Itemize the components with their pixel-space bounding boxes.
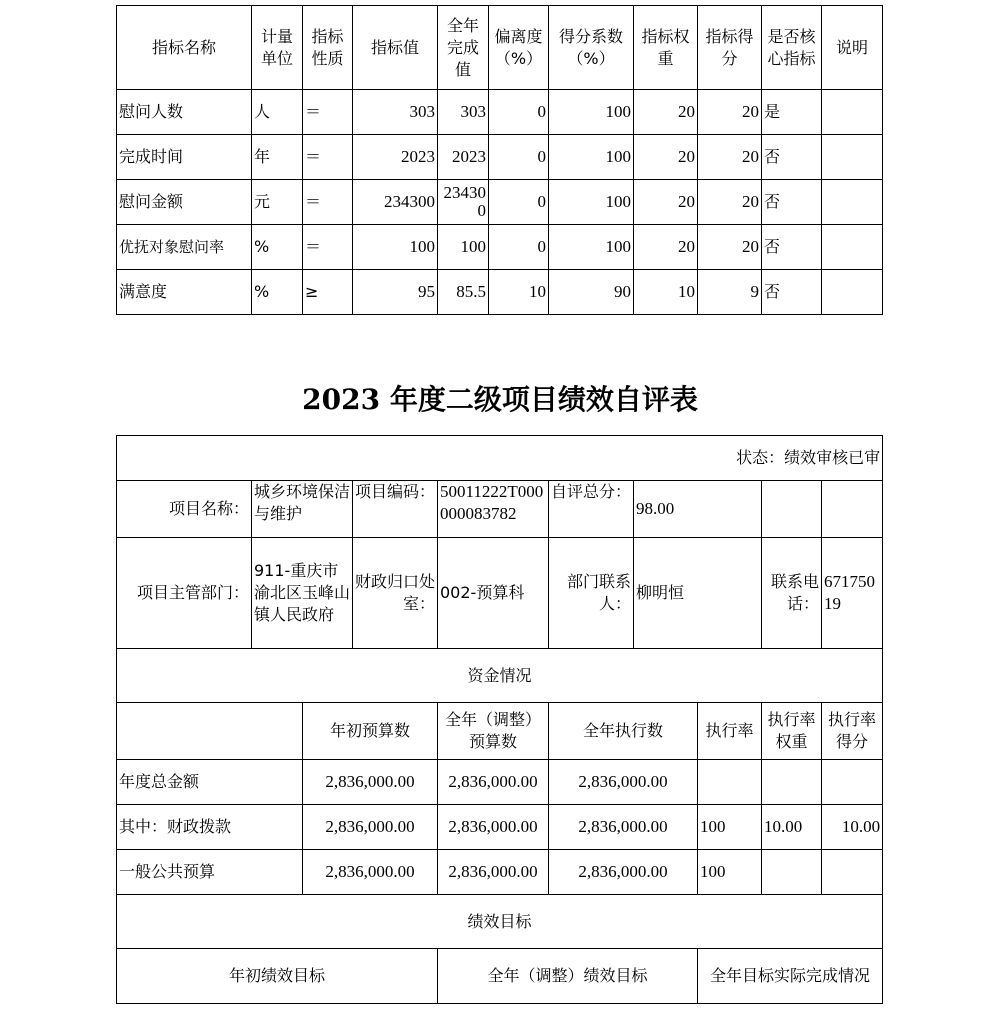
header-indicator-name: 指标名称 [117, 6, 252, 90]
empty-cell [117, 703, 303, 760]
funds-header-weight: 执行率权重 [762, 703, 822, 760]
indicator-nature: ＝ [303, 225, 353, 270]
indicator-core: 否 [762, 135, 822, 180]
goals-header-initial: 年初绩效目标 [117, 949, 438, 1004]
table-row [117, 135, 883, 180]
self-score-value: 98.00 [634, 481, 762, 538]
funds-rate: 100 [698, 850, 762, 895]
indicator-target: 303 [353, 90, 438, 135]
funds-header-row [117, 703, 883, 760]
funds-adjusted: 2,836,000.00 [438, 850, 549, 895]
table-row [117, 180, 883, 225]
header-score: 指标得分 [698, 6, 762, 90]
funds-weight [762, 850, 822, 895]
funds-section-row [117, 649, 883, 703]
indicator-deviation: 10 [489, 270, 549, 315]
status-text: 状态：绩效审核已审 [117, 436, 883, 481]
indicator-deviation: 0 [489, 225, 549, 270]
indicator-actual: 85.5 [438, 270, 489, 315]
finance-office-label: 财政归口处室： [353, 538, 438, 649]
funds-adjusted: 2,836,000.00 [438, 760, 549, 805]
funds-initial: 2,836,000.00 [303, 850, 438, 895]
funds-row-label: 年度总金额 [117, 760, 303, 805]
funds-executed: 2,836,000.00 [549, 850, 698, 895]
indicator-name: 优抚对象慰问率 [117, 225, 252, 270]
funds-section-title: 资金情况 [117, 649, 883, 703]
self-score-label: 自评总分： [549, 481, 634, 538]
project-name-value: 城乡环境保洁与维护 [252, 481, 353, 538]
indicator-score: 20 [698, 135, 762, 180]
indicator-name: 慰问人数 [117, 90, 252, 135]
indicator-core: 是 [762, 90, 822, 135]
indicator-weight: 20 [634, 135, 698, 180]
indicator-score: 20 [698, 225, 762, 270]
indicator-coef: 100 [549, 180, 634, 225]
indicator-note [822, 225, 883, 270]
funds-header-score: 执行率得分 [822, 703, 883, 760]
funds-rate [698, 760, 762, 805]
indicator-core: 否 [762, 225, 822, 270]
indicator-unit: % [252, 225, 303, 270]
project-name-row [117, 481, 883, 538]
finance-office-value: 002-预算科 [438, 538, 549, 649]
table-row [117, 270, 883, 315]
goals-header-row [117, 949, 883, 1004]
indicator-nature: ＝ [303, 90, 353, 135]
indicator-score: 20 [698, 180, 762, 225]
indicator-note [822, 180, 883, 225]
funds-row-label: 一般公共预算 [117, 850, 303, 895]
table-row [117, 225, 883, 270]
funds-initial: 2,836,000.00 [303, 760, 438, 805]
indicator-weight: 10 [634, 270, 698, 315]
indicator-target: 95 [353, 270, 438, 315]
table-row [117, 90, 883, 135]
indicator-coef: 100 [549, 90, 634, 135]
form-title: 2023 年度二级项目绩效自评表 [302, 383, 698, 416]
indicator-note [822, 135, 883, 180]
header-nature: 指标性质 [303, 6, 353, 90]
funds-score: 10.00 [822, 805, 883, 850]
indicator-target: 100 [353, 225, 438, 270]
indicator-nature: ＝ [303, 180, 353, 225]
funds-row-label: 其中：财政拨款 [117, 805, 303, 850]
indicator-core: 否 [762, 270, 822, 315]
project-name-label: 项目名称： [117, 481, 252, 538]
indicator-nature: ＝ [303, 135, 353, 180]
evaluation-form-table [116, 435, 883, 1004]
funds-weight: 10.00 [762, 805, 822, 850]
funds-rate: 100 [698, 805, 762, 850]
header-unit: 计量单位 [252, 6, 303, 90]
funds-score [822, 760, 883, 805]
funds-executed: 2,836,000.00 [549, 760, 698, 805]
funds-header-initial: 年初预算数 [303, 703, 438, 760]
indicator-score: 20 [698, 90, 762, 135]
indicator-unit: 元 [252, 180, 303, 225]
contact-label: 部门联系人： [549, 538, 634, 649]
empty-cell [822, 481, 883, 538]
indicator-nature: ≥ [303, 270, 353, 315]
header-actual: 全年完成值 [438, 6, 489, 90]
indicator-unit: 年 [252, 135, 303, 180]
indicator-score: 9 [698, 270, 762, 315]
indicator-deviation: 0 [489, 135, 549, 180]
indicator-unit: % [252, 270, 303, 315]
goals-header-adjusted: 全年（调整）绩效目标 [438, 949, 698, 1004]
indicator-target: 2023 [353, 135, 438, 180]
indicator-weight: 20 [634, 90, 698, 135]
status-row [117, 436, 883, 481]
indicator-weight: 20 [634, 225, 698, 270]
funds-executed: 2,836,000.00 [549, 805, 698, 850]
indicator-target: 234300 [353, 180, 438, 225]
funds-header-adjusted: 全年（调整）预算数 [438, 703, 549, 760]
table-row [117, 760, 883, 805]
table-row [117, 850, 883, 895]
empty-cell [762, 481, 822, 538]
indicator-note [822, 270, 883, 315]
header-coef: 得分系数（%） [549, 6, 634, 90]
phone-value: 67175019 [822, 538, 883, 649]
funds-weight [762, 760, 822, 805]
indicator-actual: 2023 [438, 135, 489, 180]
table-row [117, 805, 883, 850]
indicator-name: 完成时间 [117, 135, 252, 180]
header-target: 指标值 [353, 6, 438, 90]
header-note: 说明 [822, 6, 883, 90]
indicator-unit: 人 [252, 90, 303, 135]
project-code-label: 项目编码： [353, 481, 438, 538]
phone-label: 联系电话： [762, 538, 822, 649]
header-weight: 指标权重 [634, 6, 698, 90]
department-row [117, 538, 883, 649]
indicator-actual: 234300 [438, 180, 489, 225]
funds-initial: 2,836,000.00 [303, 805, 438, 850]
indicator-name: 慰问金额 [117, 180, 252, 225]
indicator-actual: 100 [438, 225, 489, 270]
contact-value: 柳明恒 [634, 538, 762, 649]
indicator-table [116, 5, 883, 315]
indicator-header-row [117, 6, 883, 90]
funds-header-executed: 全年执行数 [549, 703, 698, 760]
indicator-coef: 100 [549, 225, 634, 270]
indicator-coef: 90 [549, 270, 634, 315]
goals-header-actual: 全年目标实际完成情况 [698, 949, 883, 1004]
indicator-name: 满意度 [117, 270, 252, 315]
project-code-value: 50011222T000000083782 [438, 481, 549, 538]
indicator-core: 否 [762, 180, 822, 225]
goals-section-row [117, 895, 883, 949]
indicator-deviation: 0 [489, 90, 549, 135]
header-core: 是否核心指标 [762, 6, 822, 90]
indicator-weight: 20 [634, 180, 698, 225]
indicator-deviation: 0 [489, 180, 549, 225]
funds-adjusted: 2,836,000.00 [438, 805, 549, 850]
department-label: 项目主管部门： [117, 538, 252, 649]
indicator-actual: 303 [438, 90, 489, 135]
goals-section-title: 绩效目标 [117, 895, 883, 949]
funds-score [822, 850, 883, 895]
indicator-coef: 100 [549, 135, 634, 180]
funds-header-rate: 执行率 [698, 703, 762, 760]
department-value: 911-重庆市渝北区玉峰山镇人民政府 [252, 538, 353, 649]
header-deviation: 偏离度（%） [489, 6, 549, 90]
indicator-note [822, 90, 883, 135]
